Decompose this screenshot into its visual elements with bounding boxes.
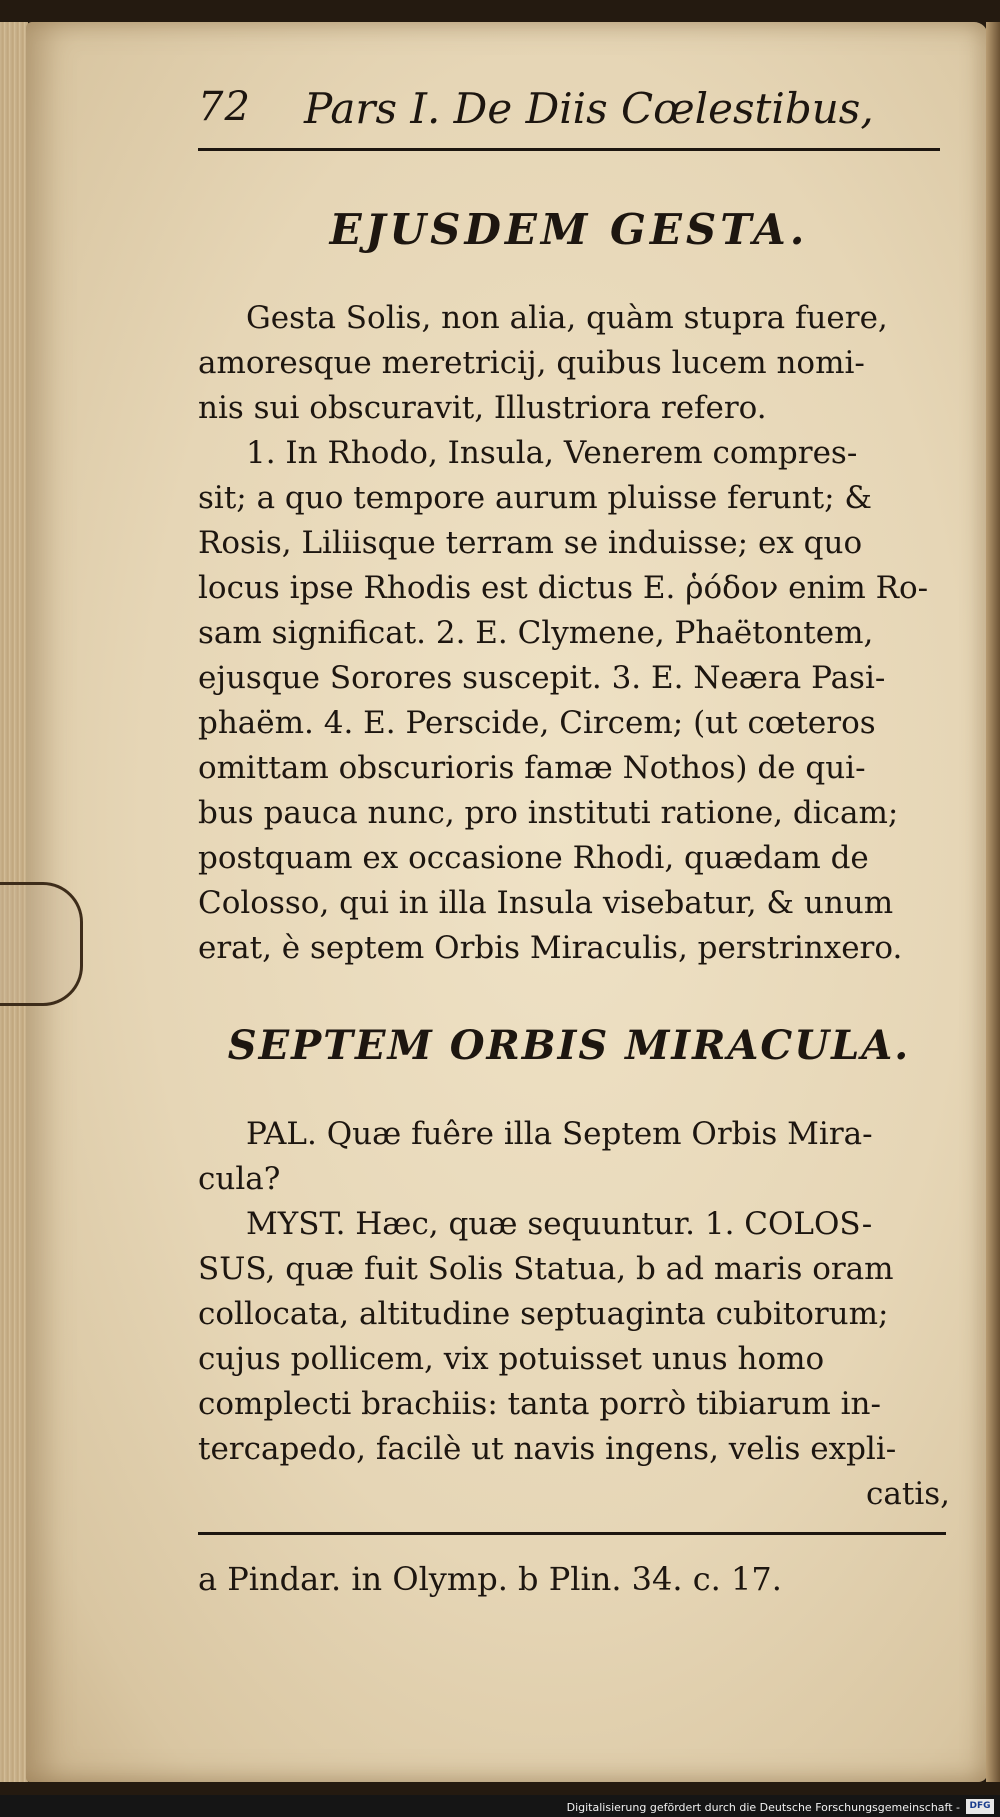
text-line: Colosso, qui in illa Insula visebatur, & unum [198, 885, 894, 921]
text-line: phaëm. 4. E. Perscide, Circem; (ut cœteros [198, 705, 876, 741]
text-line: amoresque meretricij, quibus lucem nomi- [198, 345, 865, 381]
text-line: sit; a quo tempore aurum pluisse ferunt; & [198, 480, 873, 516]
text-line: MYST. Hæc, quæ sequuntur. 1. COLOS- [246, 1206, 873, 1242]
text-line: SUS, quæ fuit Solis Statua, b ad maris oram [198, 1251, 894, 1287]
section-title-miracula: SEPTEM ORBIS MIRACULA. [227, 1022, 911, 1069]
text-line: Rosis, Liliisque terram se induisse; ex quo [198, 525, 863, 561]
text-line: bus pauca nunc, pro instituti ratione, dicam; [198, 795, 899, 831]
footnote-rule [198, 1532, 946, 1535]
text-line: cujus pollicem, vix potuisset unus homo [198, 1341, 825, 1377]
section-body-miracula [198, 1112, 950, 1517]
page-edge-right [986, 22, 1000, 1782]
running-head-title: Pars I. De Diis Cœlestibus, [304, 84, 874, 133]
header-rule [198, 148, 940, 151]
text-line: omittam obscurioris famæ Nothos) de qui- [198, 750, 866, 786]
section-title-gesta: EJUSDEM GESTA. [329, 205, 809, 254]
text-line: 1. In Rhodo, Insula, Venerem compres- [246, 435, 858, 471]
digitization-note: Digitalisierung gefördert durch die Deutsche Forschungsgemeinschaft - [566, 1801, 960, 1814]
bookmark-clip [0, 882, 83, 1006]
section-body-gesta [198, 296, 950, 971]
text-line: ejusque Sorores suscepit. 3. E. Neæra Pasi- [198, 660, 886, 696]
running-head [198, 78, 938, 148]
footnotes: a Pindar. in Olymp. b Plin. 34. c. 17. [198, 1560, 782, 1598]
digitization-bar [0, 1795, 1000, 1817]
text-line: PAL. Quæ fuêre illa Septem Orbis Mira- [246, 1116, 873, 1152]
text-line: erat, è septem Orbis Miraculis, perstrinxero. [198, 930, 903, 966]
text-line: collocata, altitudine septuaginta cubitorum; [198, 1296, 889, 1332]
dfg-logo: DFG [966, 1799, 994, 1814]
text-line: complecti brachiis: tanta porrò tibiarum in- [198, 1386, 881, 1422]
text-line: sam significat. 2. E. Clymene, Phaëtontem, [198, 615, 874, 651]
text-line: tercapedo, facilè ut navis ingens, velis expli- [198, 1431, 897, 1467]
text-line: nis sui obscuravit, Illustriora refero. [198, 390, 767, 426]
text-line: postquam ex occasione Rhodi, quædam de [198, 840, 869, 876]
text-line: Gesta Solis, non alia, quàm stupra fuere, [246, 300, 888, 336]
text-line: cula? [198, 1161, 281, 1197]
page-number: 72 [198, 84, 251, 130]
text-line: catis, [866, 1476, 950, 1512]
text-line: locus ipse Rhodis est dictus E. ῥόδον enim Ro- [198, 570, 929, 606]
